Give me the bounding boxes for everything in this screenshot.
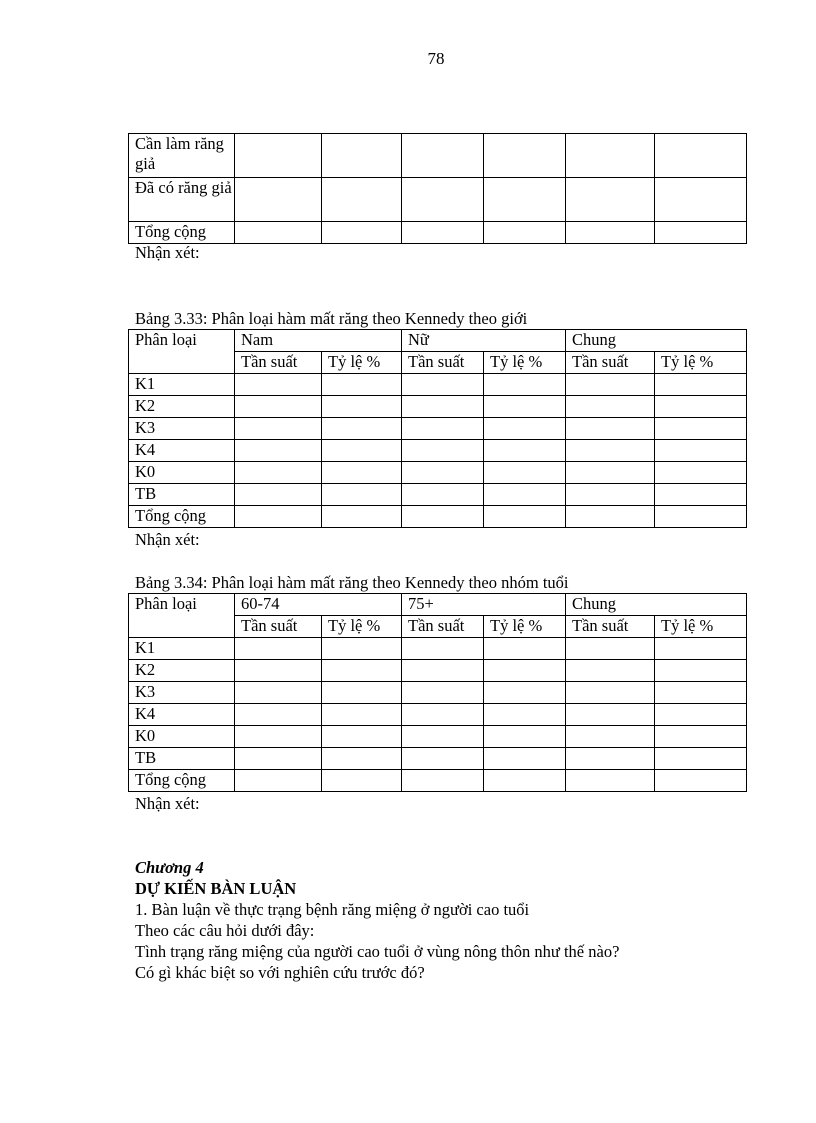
table-header-row	[129, 594, 747, 616]
table-row	[129, 748, 747, 770]
table-row	[129, 440, 747, 462]
table-row	[129, 704, 747, 726]
header-cell: Tần suất	[566, 352, 655, 374]
note-label: Nhận xét:	[135, 530, 200, 549]
row-label: Tổng cộng	[129, 506, 235, 528]
row-label: Tổng cộng	[129, 222, 235, 244]
row-label: K1	[129, 374, 235, 396]
header-cell: Tỷ lệ %	[655, 352, 747, 374]
header-cell: Phân loại	[129, 594, 235, 638]
header-group: 75+	[402, 594, 566, 616]
row-label: TB	[129, 748, 235, 770]
table-caption: Bảng 3.33: Phân loại hàm mất răng theo Kennedy theo giới	[135, 309, 528, 328]
header-cell: Tỷ lệ %	[322, 616, 402, 638]
row-label: K0	[129, 462, 235, 484]
note-label: Nhận xét:	[135, 794, 200, 813]
table-row	[129, 418, 747, 440]
header-cell: Tần suất	[402, 616, 484, 638]
header-cell: Tỷ lệ %	[655, 616, 747, 638]
header-cell: Tỷ lệ %	[484, 616, 566, 638]
header-group: Chung	[566, 330, 747, 352]
row-label: K2	[129, 660, 235, 682]
table-kennedy-gender	[128, 329, 747, 528]
chapter-line: 1. Bàn luận về thực trạng bệnh răng miệng ở người cao tuổi	[135, 900, 530, 919]
row-label: TB	[129, 484, 235, 506]
table-row	[129, 506, 747, 528]
table-dentures	[128, 133, 747, 244]
header-group: Nữ	[402, 330, 566, 352]
row-label: K4	[129, 704, 235, 726]
header-group: Nam	[235, 330, 402, 352]
row-label: K0	[129, 726, 235, 748]
chapter-title: DỰ KIẾN BÀN LUẬN	[135, 879, 297, 898]
header-cell: Tần suất	[402, 352, 484, 374]
chapter-line: Theo các câu hỏi dưới đây:	[135, 921, 315, 940]
row-label: K3	[129, 682, 235, 704]
table-row	[129, 660, 747, 682]
table-row	[129, 178, 747, 222]
row-label: K4	[129, 440, 235, 462]
table-kennedy-age	[128, 593, 747, 792]
chapter-line: Tình trạng răng miệng của người cao tuổi ở vùng nông thôn như thế nào?	[135, 942, 620, 961]
header-cell: Tần suất	[235, 352, 322, 374]
row-label: Đã có răng giả	[129, 178, 235, 222]
chapter-label: Chương 4	[135, 858, 204, 877]
row-label: Tổng cộng	[129, 770, 235, 792]
header-group: 60-74	[235, 594, 402, 616]
table-row	[129, 682, 747, 704]
note-label: Nhận xét:	[135, 243, 200, 262]
header-cell: Tần suất	[235, 616, 322, 638]
header-cell: Tỷ lệ %	[322, 352, 402, 374]
table-row	[129, 396, 747, 418]
header-cell: Tần suất	[566, 616, 655, 638]
header-cell: Phân loại	[129, 330, 235, 374]
table-caption: Bảng 3.34: Phân loại hàm mất răng theo Kennedy theo nhóm tuổi	[135, 573, 569, 592]
chapter-section	[135, 857, 619, 983]
table-row	[129, 462, 747, 484]
table-row	[129, 484, 747, 506]
row-label: Cần làm răng giả	[129, 134, 235, 178]
row-label: K3	[129, 418, 235, 440]
table-row	[129, 726, 747, 748]
header-group: Chung	[566, 594, 747, 616]
table-row	[129, 374, 747, 396]
table-row	[129, 638, 747, 660]
table-row	[129, 134, 747, 178]
row-label: K1	[129, 638, 235, 660]
row-label: K2	[129, 396, 235, 418]
table-row	[129, 770, 747, 792]
page-number: 78	[427, 49, 445, 68]
header-cell: Tỷ lệ %	[484, 352, 566, 374]
table-header-row	[129, 330, 747, 352]
table-row	[129, 222, 747, 244]
chapter-line: Có gì khác biệt so với nghiên cứu trước đó?	[135, 963, 425, 982]
